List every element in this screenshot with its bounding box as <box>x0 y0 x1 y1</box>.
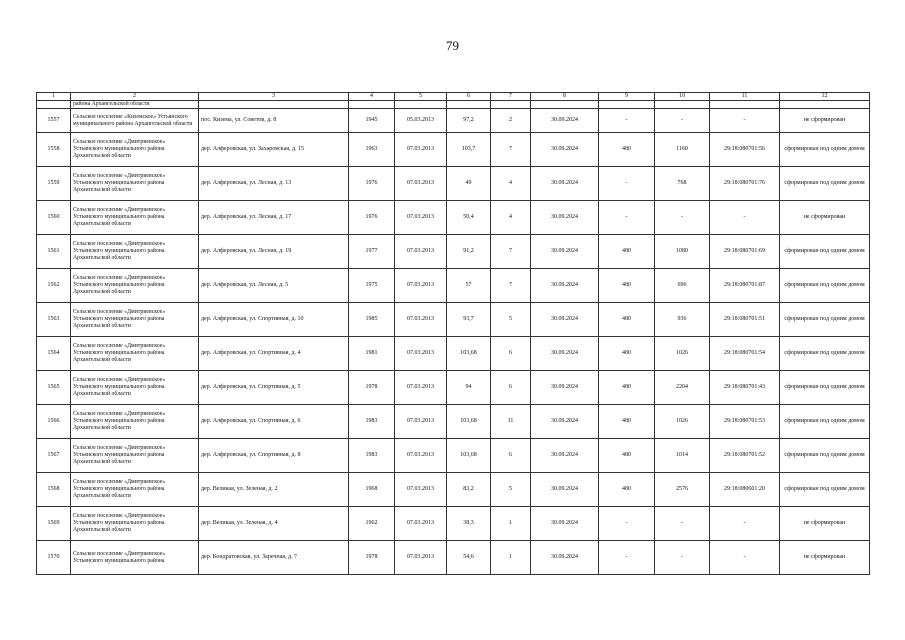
table-cell <box>447 101 491 109</box>
residents-cell: 6 <box>491 337 531 371</box>
table-cell <box>710 101 780 109</box>
column-header: 5 <box>395 93 447 101</box>
deadline-cell: 30.09.2024 <box>531 235 599 269</box>
status-cell: сформирован под одним домом <box>780 235 870 269</box>
table-cell <box>655 101 710 109</box>
date-cell: 07.03.2013 <box>395 371 447 405</box>
table-row <box>37 541 870 575</box>
column-10-cell: 936 <box>655 303 710 337</box>
deadline-cell: 30.09.2024 <box>531 303 599 337</box>
cadastral-number-cell: 29:18:080701:53 <box>710 405 780 439</box>
column-header: 9 <box>599 93 655 101</box>
table-row <box>37 269 870 303</box>
cadastral-number-cell: - <box>710 109 780 133</box>
residents-cell: 2 <box>491 109 531 133</box>
cadastral-number-cell: 29:18:080701:69 <box>710 235 780 269</box>
address-cell: дер. Алферовская, ул. Спортивная, д. 8 <box>199 439 349 473</box>
status-cell: не сформирован <box>780 541 870 575</box>
address-cell: дер. Алферовская, ул. Спортивная, д. 4 <box>199 337 349 371</box>
row-number: 1565 <box>37 371 71 405</box>
address-cell: дер. Кондратовская, ул. Заречная, д. 7 <box>199 541 349 575</box>
address-cell: дер. Алферовская, ул. Спортивная, д. 6 <box>199 405 349 439</box>
residents-cell: 6 <box>491 439 531 473</box>
status-cell: сформирован под одним домом <box>780 405 870 439</box>
column-10-cell: - <box>655 109 710 133</box>
column-9-cell: 480 <box>599 337 655 371</box>
table-row <box>37 167 870 201</box>
column-header: 8 <box>531 93 599 101</box>
column-10-cell: 1080 <box>655 235 710 269</box>
deadline-cell: 30.09.2024 <box>531 473 599 507</box>
area-cell: 50,4 <box>447 201 491 235</box>
column-header: 12 <box>780 93 870 101</box>
settlement-cell: Сельское поселение «Дмитриевское» Устьянского муниципального района Архангельской области <box>71 303 199 337</box>
row-number: 1560 <box>37 201 71 235</box>
row-number: 1569 <box>37 507 71 541</box>
area-cell: 49 <box>447 167 491 201</box>
status-cell: не сформирован <box>780 201 870 235</box>
table-cell <box>395 101 447 109</box>
address-cell: дер. Великая, ул. Зеленая, д. 4 <box>199 507 349 541</box>
column-9-cell: 480 <box>599 235 655 269</box>
table-cell <box>780 101 870 109</box>
year-cell: 1968 <box>349 473 395 507</box>
deadline-cell: 30.09.2024 <box>531 507 599 541</box>
deadline-cell: 30.09.2024 <box>531 201 599 235</box>
cadastral-number-cell: 29:18:080701:43 <box>710 371 780 405</box>
column-header: 6 <box>447 93 491 101</box>
date-cell: 07.03.2013 <box>395 439 447 473</box>
date-cell: 07.03.2013 <box>395 235 447 269</box>
column-10-cell: - <box>655 507 710 541</box>
column-9-cell: - <box>599 109 655 133</box>
year-cell: 1963 <box>349 133 395 167</box>
date-cell: 07.03.2013 <box>395 507 447 541</box>
residents-cell: 7 <box>491 269 531 303</box>
date-cell: 07.03.2013 <box>395 269 447 303</box>
column-10-cell: - <box>655 201 710 235</box>
settlement-cell: Сельское поселение «Дмитриевское» Устьянского муниципального района Архангельской области <box>71 371 199 405</box>
deadline-cell: 30.09.2024 <box>531 167 599 201</box>
column-10-cell: 1026 <box>655 405 710 439</box>
row-number: 1561 <box>37 235 71 269</box>
status-cell: сформирован под одним домом <box>780 167 870 201</box>
date-cell: 07.03.2013 <box>395 541 447 575</box>
cadastral-number-cell: 29:18:080701:87 <box>710 269 780 303</box>
column-9-cell: - <box>599 541 655 575</box>
table-cell <box>199 101 349 109</box>
deadline-cell: 30.09.2024 <box>531 337 599 371</box>
column-10-cell: 696 <box>655 269 710 303</box>
area-cell: 103,68 <box>447 405 491 439</box>
header-row <box>37 93 870 101</box>
settlement-cell: Сельское поселение «Дмитриевское» Устьянского муниципального района Архангельской области <box>71 269 199 303</box>
settlement-cell: Сельское поселение «Дмитриевское» Устьянского муниципального района Архангельской области <box>71 167 199 201</box>
row-number: 1568 <box>37 473 71 507</box>
year-cell: 1978 <box>349 371 395 405</box>
date-cell: 07.03.2013 <box>395 303 447 337</box>
year-cell: 1976 <box>349 167 395 201</box>
address-cell: дер. Алферовская, ул. Спортивная, д. 10 <box>199 303 349 337</box>
year-cell: 1962 <box>349 507 395 541</box>
row-number: 1563 <box>37 303 71 337</box>
area-cell: 103,68 <box>447 337 491 371</box>
deadline-cell: 30.09.2024 <box>531 371 599 405</box>
column-9-cell: 480 <box>599 269 655 303</box>
row-number: 1562 <box>37 269 71 303</box>
column-9-cell: - <box>599 201 655 235</box>
area-cell: 91,2 <box>447 235 491 269</box>
residents-cell: 4 <box>491 167 531 201</box>
continuation-row <box>37 101 870 109</box>
settlement-cell: Сельское поселение «Дмитриевское» Устьянского муниципального района <box>71 541 199 575</box>
residents-cell: 5 <box>491 303 531 337</box>
year-cell: 1977 <box>349 235 395 269</box>
table-row <box>37 405 870 439</box>
cadastral-number-cell: - <box>710 507 780 541</box>
cadastral-number-cell: 29:18:080701:76 <box>710 167 780 201</box>
table-row <box>37 473 870 507</box>
column-9-cell: 480 <box>599 371 655 405</box>
table-row <box>37 235 870 269</box>
status-cell: сформирован под одним домом <box>780 473 870 507</box>
date-cell: 07.03.2013 <box>395 167 447 201</box>
address-cell: дер. Алферовская, ул. Лесная, д. 19 <box>199 235 349 269</box>
status-cell: не сформирован <box>780 109 870 133</box>
area-cell: 83,2 <box>447 473 491 507</box>
column-10-cell: 768 <box>655 167 710 201</box>
year-cell: 1975 <box>349 269 395 303</box>
column-9-cell: 480 <box>599 303 655 337</box>
table-row <box>37 133 870 167</box>
status-cell: сформирован под одним домом <box>780 337 870 371</box>
area-cell: 103,68 <box>447 439 491 473</box>
residents-cell: 1 <box>491 507 531 541</box>
column-header: 10 <box>655 93 710 101</box>
area-cell: 93,7 <box>447 303 491 337</box>
table-row <box>37 337 870 371</box>
date-cell: 07.03.2013 <box>395 201 447 235</box>
date-cell: 07.03.2013 <box>395 133 447 167</box>
column-header: 4 <box>349 93 395 101</box>
residents-cell: 7 <box>491 235 531 269</box>
column-9-cell: 480 <box>599 405 655 439</box>
cadastral-number-cell: 29:18:080701:51 <box>710 303 780 337</box>
address-cell: дер. Алферовская, ул. Спортивная, д. 5 <box>199 371 349 405</box>
year-cell: 1945 <box>349 109 395 133</box>
column-10-cell: - <box>655 541 710 575</box>
year-cell: 1981 <box>349 337 395 371</box>
deadline-cell: 30.09.2024 <box>531 133 599 167</box>
area-cell: 94 <box>447 371 491 405</box>
status-cell: не сформирован <box>780 507 870 541</box>
table-cell <box>349 101 395 109</box>
row-number: 1559 <box>37 167 71 201</box>
year-cell: 1976 <box>349 201 395 235</box>
table-cell <box>37 101 71 109</box>
settlement-cell: Сельское поселение «Дмитриевское» Устьянского муниципального района Архангельской области <box>71 133 199 167</box>
address-cell: дер. Алферовская, ул. Захаровская, д. 15 <box>199 133 349 167</box>
column-9-cell: - <box>599 167 655 201</box>
row-number: 1564 <box>37 337 71 371</box>
table-cell <box>531 101 599 109</box>
column-header: 2 <box>71 93 199 101</box>
table-row <box>37 303 870 337</box>
status-cell: сформирован под одним домом <box>780 269 870 303</box>
cadastral-number-cell: 29:18:080701:52 <box>710 439 780 473</box>
residents-cell: 5 <box>491 473 531 507</box>
column-header: 11 <box>710 93 780 101</box>
column-9-cell: 480 <box>599 439 655 473</box>
column-10-cell: 1026 <box>655 337 710 371</box>
column-9-cell: - <box>599 507 655 541</box>
deadline-cell: 30.09.2024 <box>531 269 599 303</box>
deadline-cell: 30.09.2024 <box>531 439 599 473</box>
date-cell: 05.03.2013 <box>395 109 447 133</box>
year-cell: 1985 <box>349 303 395 337</box>
row-number: 1570 <box>37 541 71 575</box>
table-row <box>37 109 870 133</box>
residents-cell: 7 <box>491 133 531 167</box>
column-10-cell: 2576 <box>655 473 710 507</box>
area-cell: 38,3 <box>447 507 491 541</box>
settlement-cell: Сельское поселение «Дмитриевское» Устьянского муниципального района Архангельской области <box>71 473 199 507</box>
column-header: 7 <box>491 93 531 101</box>
column-10-cell: 1014 <box>655 439 710 473</box>
date-cell: 07.03.2013 <box>395 337 447 371</box>
settlement-cell: Сельское поселение «Дмитриевское» Устьянского муниципального района Архангельской области <box>71 507 199 541</box>
date-cell: 07.03.2013 <box>395 473 447 507</box>
residents-cell: 4 <box>491 201 531 235</box>
row-number: 1558 <box>37 133 71 167</box>
deadline-cell: 30.09.2024 <box>531 541 599 575</box>
table-cell <box>491 101 531 109</box>
table-cell <box>599 101 655 109</box>
residents-cell: 6 <box>491 371 531 405</box>
settlement-cell: Сельское поселение «Дмитриевское» Устьянского муниципального района Архангельской области <box>71 337 199 371</box>
year-cell: 1983 <box>349 439 395 473</box>
address-cell: дер. Великая, ул. Зеленая, д. 2 <box>199 473 349 507</box>
residents-cell: 11 <box>491 405 531 439</box>
table-row <box>37 201 870 235</box>
residents-cell: 1 <box>491 541 531 575</box>
settlement-cell: Сельское поселение «Дмитриевское» Устьянского муниципального района Архангельской области <box>71 439 199 473</box>
column-header: 3 <box>199 93 349 101</box>
address-cell: дер. Алферовская, ул. Лесная, д. 13 <box>199 167 349 201</box>
column-10-cell: 2204 <box>655 371 710 405</box>
row-number: 1566 <box>37 405 71 439</box>
housing-register-table <box>36 92 870 575</box>
cadastral-number-cell: 29:18:080601:20 <box>710 473 780 507</box>
year-cell: 1983 <box>349 405 395 439</box>
date-cell: 07.03.2013 <box>395 405 447 439</box>
cadastral-number-cell: - <box>710 201 780 235</box>
address-cell: дер. Алферовская, ул. Лесная, д. 17 <box>199 201 349 235</box>
address-cell: пос. Кизема, ул. Советов, д. 8 <box>199 109 349 133</box>
table-row <box>37 371 870 405</box>
column-header: 1 <box>37 93 71 101</box>
table-row <box>37 439 870 473</box>
deadline-cell: 30.09.2024 <box>531 405 599 439</box>
status-cell: сформирован под одним домом <box>780 371 870 405</box>
column-9-cell: 480 <box>599 473 655 507</box>
area-cell: 103,7 <box>447 133 491 167</box>
address-cell: дер. Алферовская, ул. Лесная, д. 5 <box>199 269 349 303</box>
status-cell: сформирован под одним домом <box>780 303 870 337</box>
continuation-text: района Архангельской области <box>71 101 199 109</box>
page-number: 79 <box>446 38 459 53</box>
cadastral-number-cell: - <box>710 541 780 575</box>
deadline-cell: 30.09.2024 <box>531 109 599 133</box>
row-number: 1557 <box>37 109 71 133</box>
row-number: 1567 <box>37 439 71 473</box>
area-cell: 57 <box>447 269 491 303</box>
settlement-cell: Сельское поселение «Дмитриевское» Устьянского муниципального района Архангельской области <box>71 201 199 235</box>
cadastral-number-cell: 29:18:080701:56 <box>710 133 780 167</box>
column-9-cell: 480 <box>599 133 655 167</box>
year-cell: 1978 <box>349 541 395 575</box>
area-cell: 97,2 <box>447 109 491 133</box>
settlement-cell: Сельское поселение «Дмитриевское» Устьянского муниципального района Архангельской области <box>71 235 199 269</box>
status-cell: сформирован под одним домом <box>780 133 870 167</box>
cadastral-number-cell: 29:18:080701:54 <box>710 337 780 371</box>
status-cell: сформирован под одним домом <box>780 439 870 473</box>
column-10-cell: 1160 <box>655 133 710 167</box>
area-cell: 54,6 <box>447 541 491 575</box>
settlement-cell: Сельское поселение «Киземское» Устьянского муниципального района Архангельской области <box>71 109 199 133</box>
table-row <box>37 507 870 541</box>
settlement-cell: Сельское поселение «Дмитриевское» Устьянского муниципального района Архангельской области <box>71 405 199 439</box>
